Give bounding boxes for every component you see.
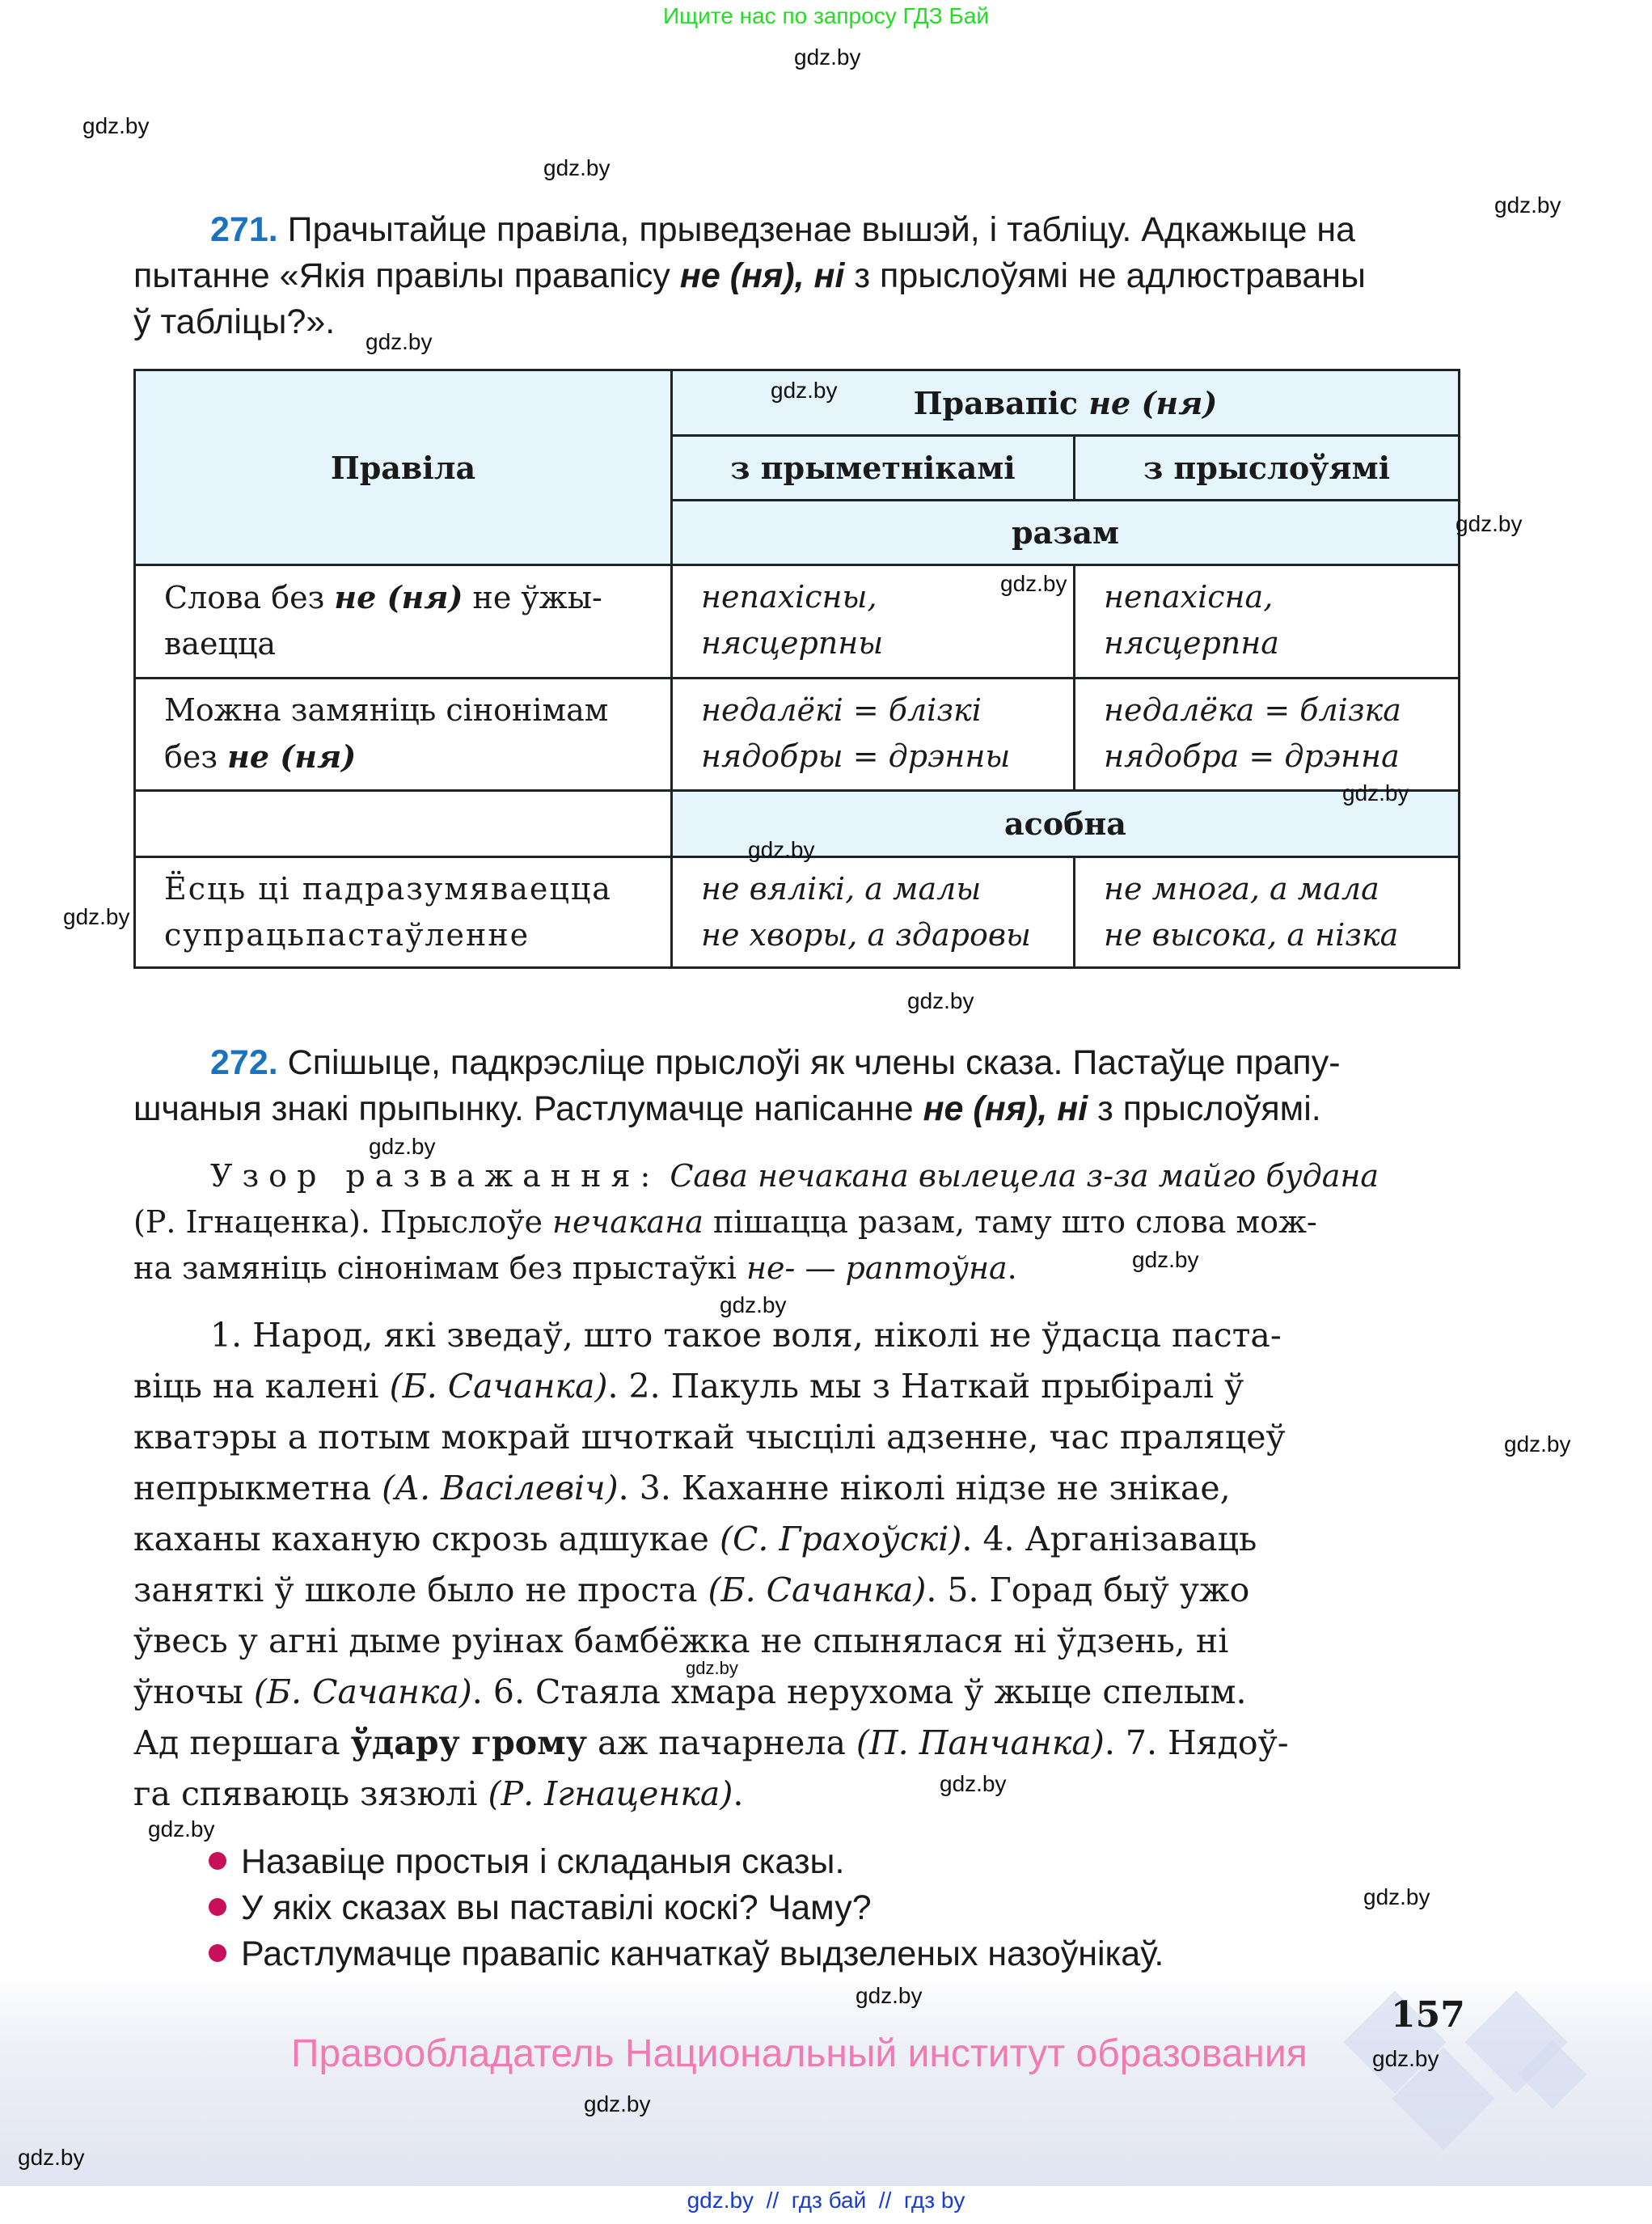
text-line: непрыкметна [133,1469,382,1507]
sample-reasoning [133,1153,1460,1292]
search-hint-banner: Ищите нас по запросу ГДЗ Бай [662,3,990,28]
rule-text: без [164,739,228,775]
task-text: Растлумачце правапіс канчаткаў выдзеленых назоўнікаў. [241,1934,1164,1973]
watermark: gdz.by [1372,2046,1439,2071]
example-text: нясцерпна [1104,625,1279,661]
watermark: gdz.by [686,1658,738,1678]
table-row-rule [133,564,673,679]
copyright-notice: Правообладатель Национальный институт образования [291,2032,1308,2075]
example-text: не многа, а мала [1104,871,1379,907]
watermark: gdz.by [1456,511,1523,536]
bullet-icon [209,1898,226,1916]
text-line: каханы каханую скрозь адшукае [133,1520,720,1558]
watermark: gdz.by [1342,780,1409,805]
rule-emphasis: не (ня) [334,579,463,615]
instruction-text: Прачытайце правіла, прыведзенае вышэй, і табліцу. Адкажыце на [287,210,1356,249]
example-text: не хворы, а здаровы [701,917,1031,953]
bullet-icon [209,1944,226,1962]
spelling-rules-table [133,369,1460,969]
watermark: gdz.by [584,2091,651,2116]
highlighted-noun: ўдару грому [350,1723,588,1762]
instruction-text: пытанне «Якія правілы правапісу [133,256,680,295]
example-text: не вялікі, а малы [701,871,982,907]
text-line: аж пачарнела [587,1723,856,1762]
exercise-text [133,1310,1460,1820]
exercise-271-instructions [133,207,1460,345]
text-line: кватэры а потым мокрай шчоткай чысцілі адзенне, час праляцеў [133,1418,1286,1457]
sample-text: (Р. Ігнаценка). Прыслоўе [133,1204,553,1240]
page-number: 157 [1391,1994,1465,2036]
text-line: . 5. Горад быў ужо [926,1571,1250,1609]
watermark: gdz.by [148,1816,215,1841]
rule-text: Слова без [164,580,335,615]
bullet-icon [209,1852,226,1870]
bottom-site-links[interactable]: gdz.by // гдз бай // гдз by [687,2188,965,2213]
header-text: Правіла [330,449,476,486]
example-text: нядобры = дрэнны [701,738,1011,774]
text-line: . 2. Пакуль мы з Наткай прыбіралі ў [607,1367,1244,1406]
text-line: ўвесь у агні дыме руінах бамбёжка не спынялася ні ўдзень, ні [133,1621,1229,1660]
instruction-text: з прыслоўямі. [1088,1089,1321,1128]
table-cell-adverbs [1073,856,1460,969]
header-text: з прыслоўямі [1143,450,1391,486]
author: (П. Панчанка) [856,1723,1105,1762]
table-row-rule [133,856,673,969]
sample-text: — [795,1250,846,1286]
watermark: gdz.by [1000,571,1067,596]
task-text: Назавіце простыя і складаныя сказы. [241,1842,845,1881]
table-cell-adverbs [1073,564,1460,679]
task-item [209,1839,844,1885]
table-empty-cell [133,789,673,858]
watermark: gdz.by [369,1134,436,1159]
exercise-number: 272. [210,1043,278,1082]
text-line: віць на калені [133,1367,390,1406]
rule-text: супрацьпастаўленне [164,917,530,953]
watermark: gdz.by [1363,1884,1430,1909]
example-text: нясцерпны [701,625,884,661]
instruction-text: ў табліцы?». [133,302,336,341]
text-line: . 3. Каханне ніколі нідзе не знікае, [618,1469,1231,1507]
watermark: gdz.by [365,329,433,354]
sample-text: пішацца разам, таму што слова мож- [703,1204,1317,1240]
header-text: асобна [1004,805,1126,842]
watermark: gdz.by [18,2145,85,2170]
rule-text: Можна замяніць сінонімам [164,692,609,728]
example-text: непахісны, [701,579,877,615]
rule-text: не ўжы- [463,580,602,615]
table-cell-adjectives [670,856,1075,969]
watermark: gdz.by [543,155,611,180]
sample-label: Узор разважання: [210,1158,661,1194]
watermark: gdz.by [771,378,838,403]
table-cell-adjectives [670,677,1075,792]
sample-text: Сава нечакана вылецела з-за майго будана [670,1158,1379,1194]
task-text: У якіх сказах вы паставілі коскі? Чаму? [241,1888,872,1927]
author: (Б. Сачанка) [389,1367,608,1406]
example-text: недалёкі = блізкі [701,692,982,728]
exercise-272-instructions [133,1040,1460,1132]
author: (Б. Сачанка) [253,1672,472,1711]
sample-text: нечакана [552,1204,703,1240]
watermark: gdz.by [1494,192,1561,218]
exercise-number: 271. [210,210,278,249]
text-line: ўночы [133,1672,254,1711]
table-cell-adverbs [1073,677,1460,792]
watermark: gdz.by [82,113,150,138]
rule-text: Ёсць ці падразумяваецца [164,871,612,907]
watermark: gdz.by [794,44,861,70]
header-emphasis: не (ня) [1088,384,1218,421]
text-line: . 4. Арганізаваць [961,1520,1257,1558]
text-line: 1. Народ, які зведаў, што такое воля, ніколі не ўдасца паста- [210,1316,1282,1355]
example-text: непахісна, [1104,579,1274,615]
author: (Р. Ігнаценка) [488,1774,733,1813]
table-header-together [670,499,1460,566]
example-text: не высока, а нізка [1104,917,1399,953]
emphasis-text: не (ня), ні [923,1089,1088,1128]
author: (Б. Сачанка) [708,1571,927,1609]
instruction-text: Спішыце, падкрэсліце прыслоўі як члены сказа. Пастаўце прапу- [287,1043,1341,1082]
text-line: Ад першага [133,1723,351,1762]
example-text: недалёка = блізка [1104,692,1401,728]
emphasis-text: не (ня), ні [679,256,845,295]
watermark: gdz.by [63,904,130,929]
task-item [209,1885,872,1931]
instruction-text: шчаныя знакі прыпынку. Растлумачце напісанне [133,1089,923,1128]
instruction-text: з прыслоўямі не адлюстраваны [844,256,1366,295]
table-header-adverbs [1073,434,1460,501]
table-header-adjectives [670,434,1075,501]
text-line: . 6. Стаяла хмара нерухома ў жыце спелым. [471,1672,1247,1711]
sample-text: . [1007,1250,1017,1286]
text-line: заняткі ў школе было не проста [133,1571,708,1609]
watermark: gdz.by [748,837,815,862]
watermark: gdz.by [720,1292,787,1317]
watermark: gdz.by [940,1771,1007,1796]
rule-emphasis: не (ня) [227,738,357,775]
text-line: га спяваюць зязюлі [133,1774,488,1813]
header-text: разам [1011,514,1120,551]
example-text: нядобра = дрэнна [1104,738,1400,774]
table-header-rules [133,369,673,566]
sample-text: на замяніць сінонімам без прыстаўкі [133,1250,746,1286]
sample-text: не- [746,1250,796,1286]
watermark: gdz.by [856,1983,923,2008]
rule-text: ваецца [164,626,277,662]
task-item [209,1931,1164,1977]
text-line: . [733,1774,744,1813]
watermark: gdz.by [907,988,974,1013]
sample-text: раптоўна [845,1250,1008,1286]
header-text: з прыметнікамі [730,450,1016,486]
header-text: Правапіс [913,384,1089,421]
watermark: gdz.by [1132,1247,1199,1272]
table-row-rule [133,677,673,792]
text-line: . 7. Нядоў- [1104,1723,1289,1762]
author: (А. Васілевіч) [382,1469,619,1507]
watermark: gdz.by [1504,1431,1571,1457]
author: (С. Грахоўскі) [719,1520,962,1558]
